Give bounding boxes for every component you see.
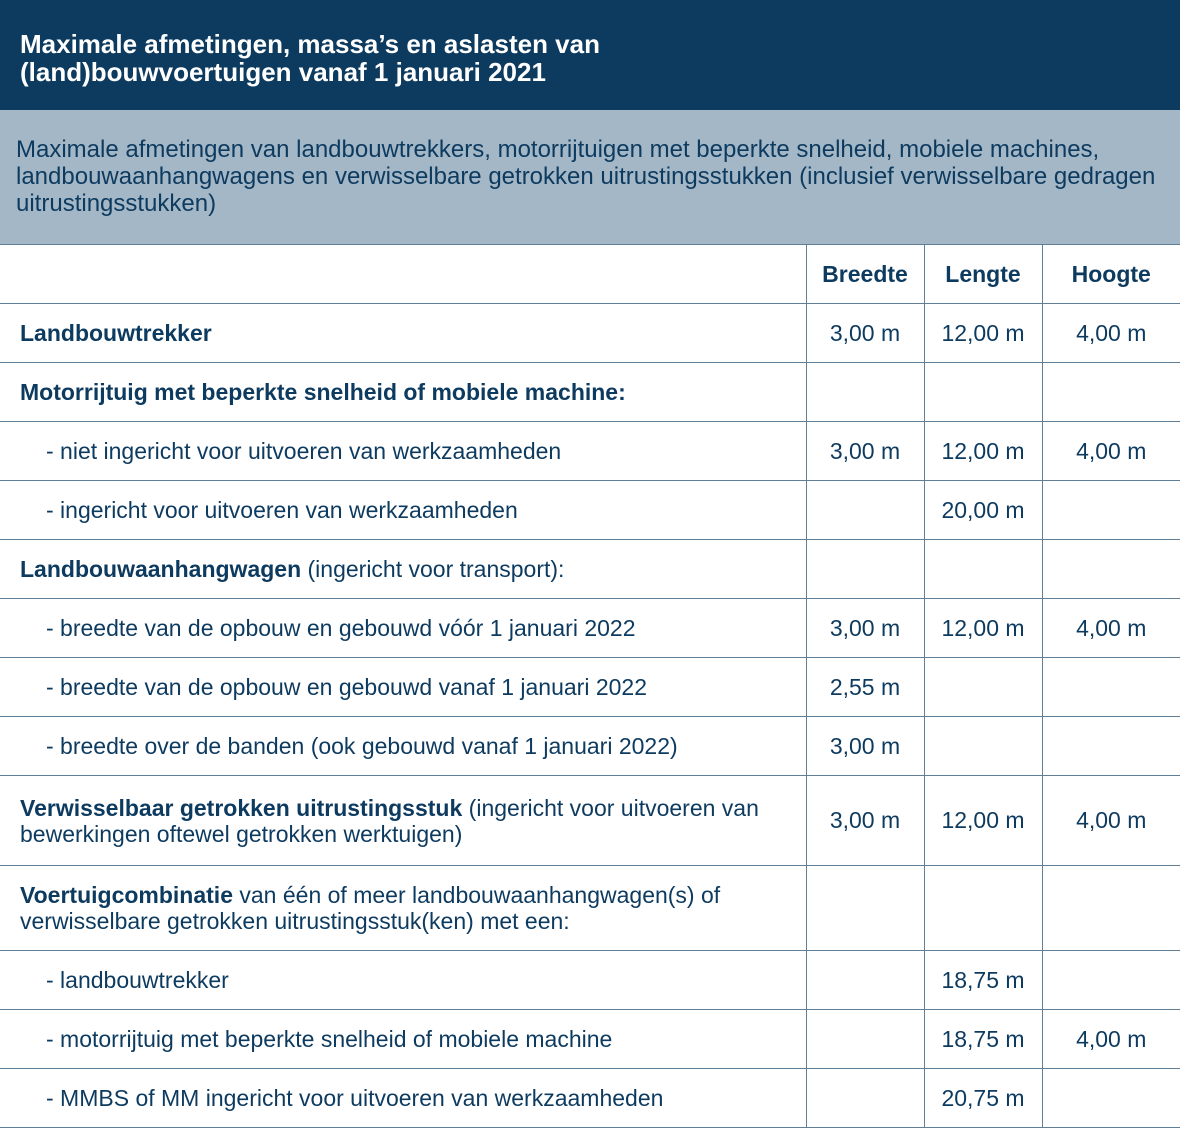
cell-breedte — [806, 540, 924, 599]
row-label — [0, 363, 806, 422]
row-label-rest: (ingericht voor transport): — [301, 556, 565, 582]
cell-lengte — [924, 866, 1042, 951]
row-label — [0, 540, 806, 599]
cell-breedte: 3,00 m — [806, 599, 924, 658]
table-row — [0, 422, 1180, 481]
table-row — [0, 951, 1180, 1010]
table-row — [0, 599, 1180, 658]
cell-breedte — [806, 866, 924, 951]
row-label-bold: Verwisselbaar getrokken uitrustingsstuk — [20, 794, 463, 821]
cell-hoogte: 4,00 m — [1042, 599, 1180, 658]
table-row — [0, 540, 1180, 599]
row-label: - MMBS of MM ingericht voor uitvoeren van werkzaamheden — [0, 1069, 806, 1128]
table-header-row — [0, 245, 1180, 304]
row-label: - breedte van de opbouw en gebouwd vanaf 1 januari 2022 — [0, 658, 806, 717]
table-row — [0, 363, 1180, 422]
row-label: - breedte over de banden (ook gebouwd vanaf 1 januari 2022) — [0, 717, 806, 776]
cell-lengte — [924, 717, 1042, 776]
cell-lengte: 20,00 m — [924, 481, 1042, 540]
cell-hoogte — [1042, 540, 1180, 599]
row-label — [0, 304, 806, 363]
column-header-breedte: Breedte — [806, 245, 924, 304]
cell-breedte — [806, 951, 924, 1010]
cell-hoogte: 4,00 m — [1042, 422, 1180, 481]
cell-lengte: 18,75 m — [924, 951, 1042, 1010]
row-label: - ingericht voor uitvoeren van werkzaamheden — [0, 481, 806, 540]
column-header-hoogte: Hoogte — [1042, 245, 1180, 304]
cell-hoogte — [1042, 951, 1180, 1010]
header-empty-cell — [0, 245, 806, 304]
cell-hoogte — [1042, 658, 1180, 717]
cell-hoogte — [1042, 481, 1180, 540]
table-description: Maximale afmetingen van landbouwtrekkers, motorrijtuigen met beperkte snelheid, mobiele machines, landbouwaanhangwagens en verwisselbare getrokken uitrustingsstukken (inclusief verwisselbare gedragen uitrustingsstukken) — [0, 110, 1180, 244]
row-label-rest: (ingericht voor uitvoeren van bewerkingen oftewel getrokken werktuigen) — [20, 794, 759, 847]
cell-breedte — [806, 363, 924, 422]
cell-lengte: 12,00 m — [924, 304, 1042, 363]
table-row — [0, 658, 1180, 717]
cell-lengte: 12,00 m — [924, 776, 1042, 866]
row-label — [0, 866, 806, 951]
row-label: - landbouwtrekker — [0, 951, 806, 1010]
cell-hoogte: 4,00 m — [1042, 304, 1180, 363]
cell-breedte — [806, 1010, 924, 1069]
row-label-bold: Landbouwaanhangwagen — [20, 556, 302, 582]
row-label-bold: Motorrijtuig met beperkte snelheid of mobiele machine: — [20, 379, 626, 405]
row-label: - breedte van de opbouw en gebouwd vóór 1 januari 2022 — [0, 599, 806, 658]
cell-hoogte — [1042, 717, 1180, 776]
row-label-bold: Voertuigcombinatie — [20, 882, 233, 908]
row-label-bold: Landbouwtrekker — [20, 320, 212, 346]
cell-hoogte — [1042, 1069, 1180, 1128]
table-row — [0, 304, 1180, 363]
cell-breedte: 3,00 m — [806, 422, 924, 481]
cell-breedte — [806, 1069, 924, 1128]
cell-breedte: 3,00 m — [806, 776, 924, 866]
cell-breedte: 2,55 m — [806, 658, 924, 717]
cell-lengte — [924, 540, 1042, 599]
cell-lengte — [924, 658, 1042, 717]
page-header — [0, 0, 1180, 110]
row-label — [0, 776, 806, 866]
dimensions-table — [0, 244, 1180, 1128]
cell-breedte — [806, 481, 924, 540]
cell-lengte: 12,00 m — [924, 599, 1042, 658]
page-title-line-1: Maximale afmetingen, massa’s en aslasten van — [20, 29, 600, 59]
row-label: - motorrijtuig met beperkte snelheid of mobiele machine — [0, 1010, 806, 1069]
cell-hoogte: 4,00 m — [1042, 1010, 1180, 1069]
column-header-lengte: Lengte — [924, 245, 1042, 304]
cell-breedte: 3,00 m — [806, 304, 924, 363]
cell-hoogte — [1042, 363, 1180, 422]
cell-lengte: 20,75 m — [924, 1069, 1042, 1128]
table-row — [0, 481, 1180, 540]
page-title-line-2: (land)bouwvoertuigen vanaf 1 januari 2021 — [20, 57, 546, 87]
cell-hoogte: 4,00 m — [1042, 776, 1180, 866]
cell-lengte: 12,00 m — [924, 422, 1042, 481]
table-row — [0, 1069, 1180, 1128]
table-row — [0, 776, 1180, 866]
table-row — [0, 717, 1180, 776]
cell-lengte: 18,75 m — [924, 1010, 1042, 1069]
row-label-rest: van één of meer landbouwaanhangwagen(s) of verwisselbare getrokken uitrustingsstuk(ken) met een: — [20, 882, 721, 934]
table-row — [0, 1010, 1180, 1069]
table-row — [0, 866, 1180, 951]
row-label: - niet ingericht voor uitvoeren van werkzaamheden — [0, 422, 806, 481]
cell-hoogte — [1042, 866, 1180, 951]
cell-breedte: 3,00 m — [806, 717, 924, 776]
cell-lengte — [924, 363, 1042, 422]
